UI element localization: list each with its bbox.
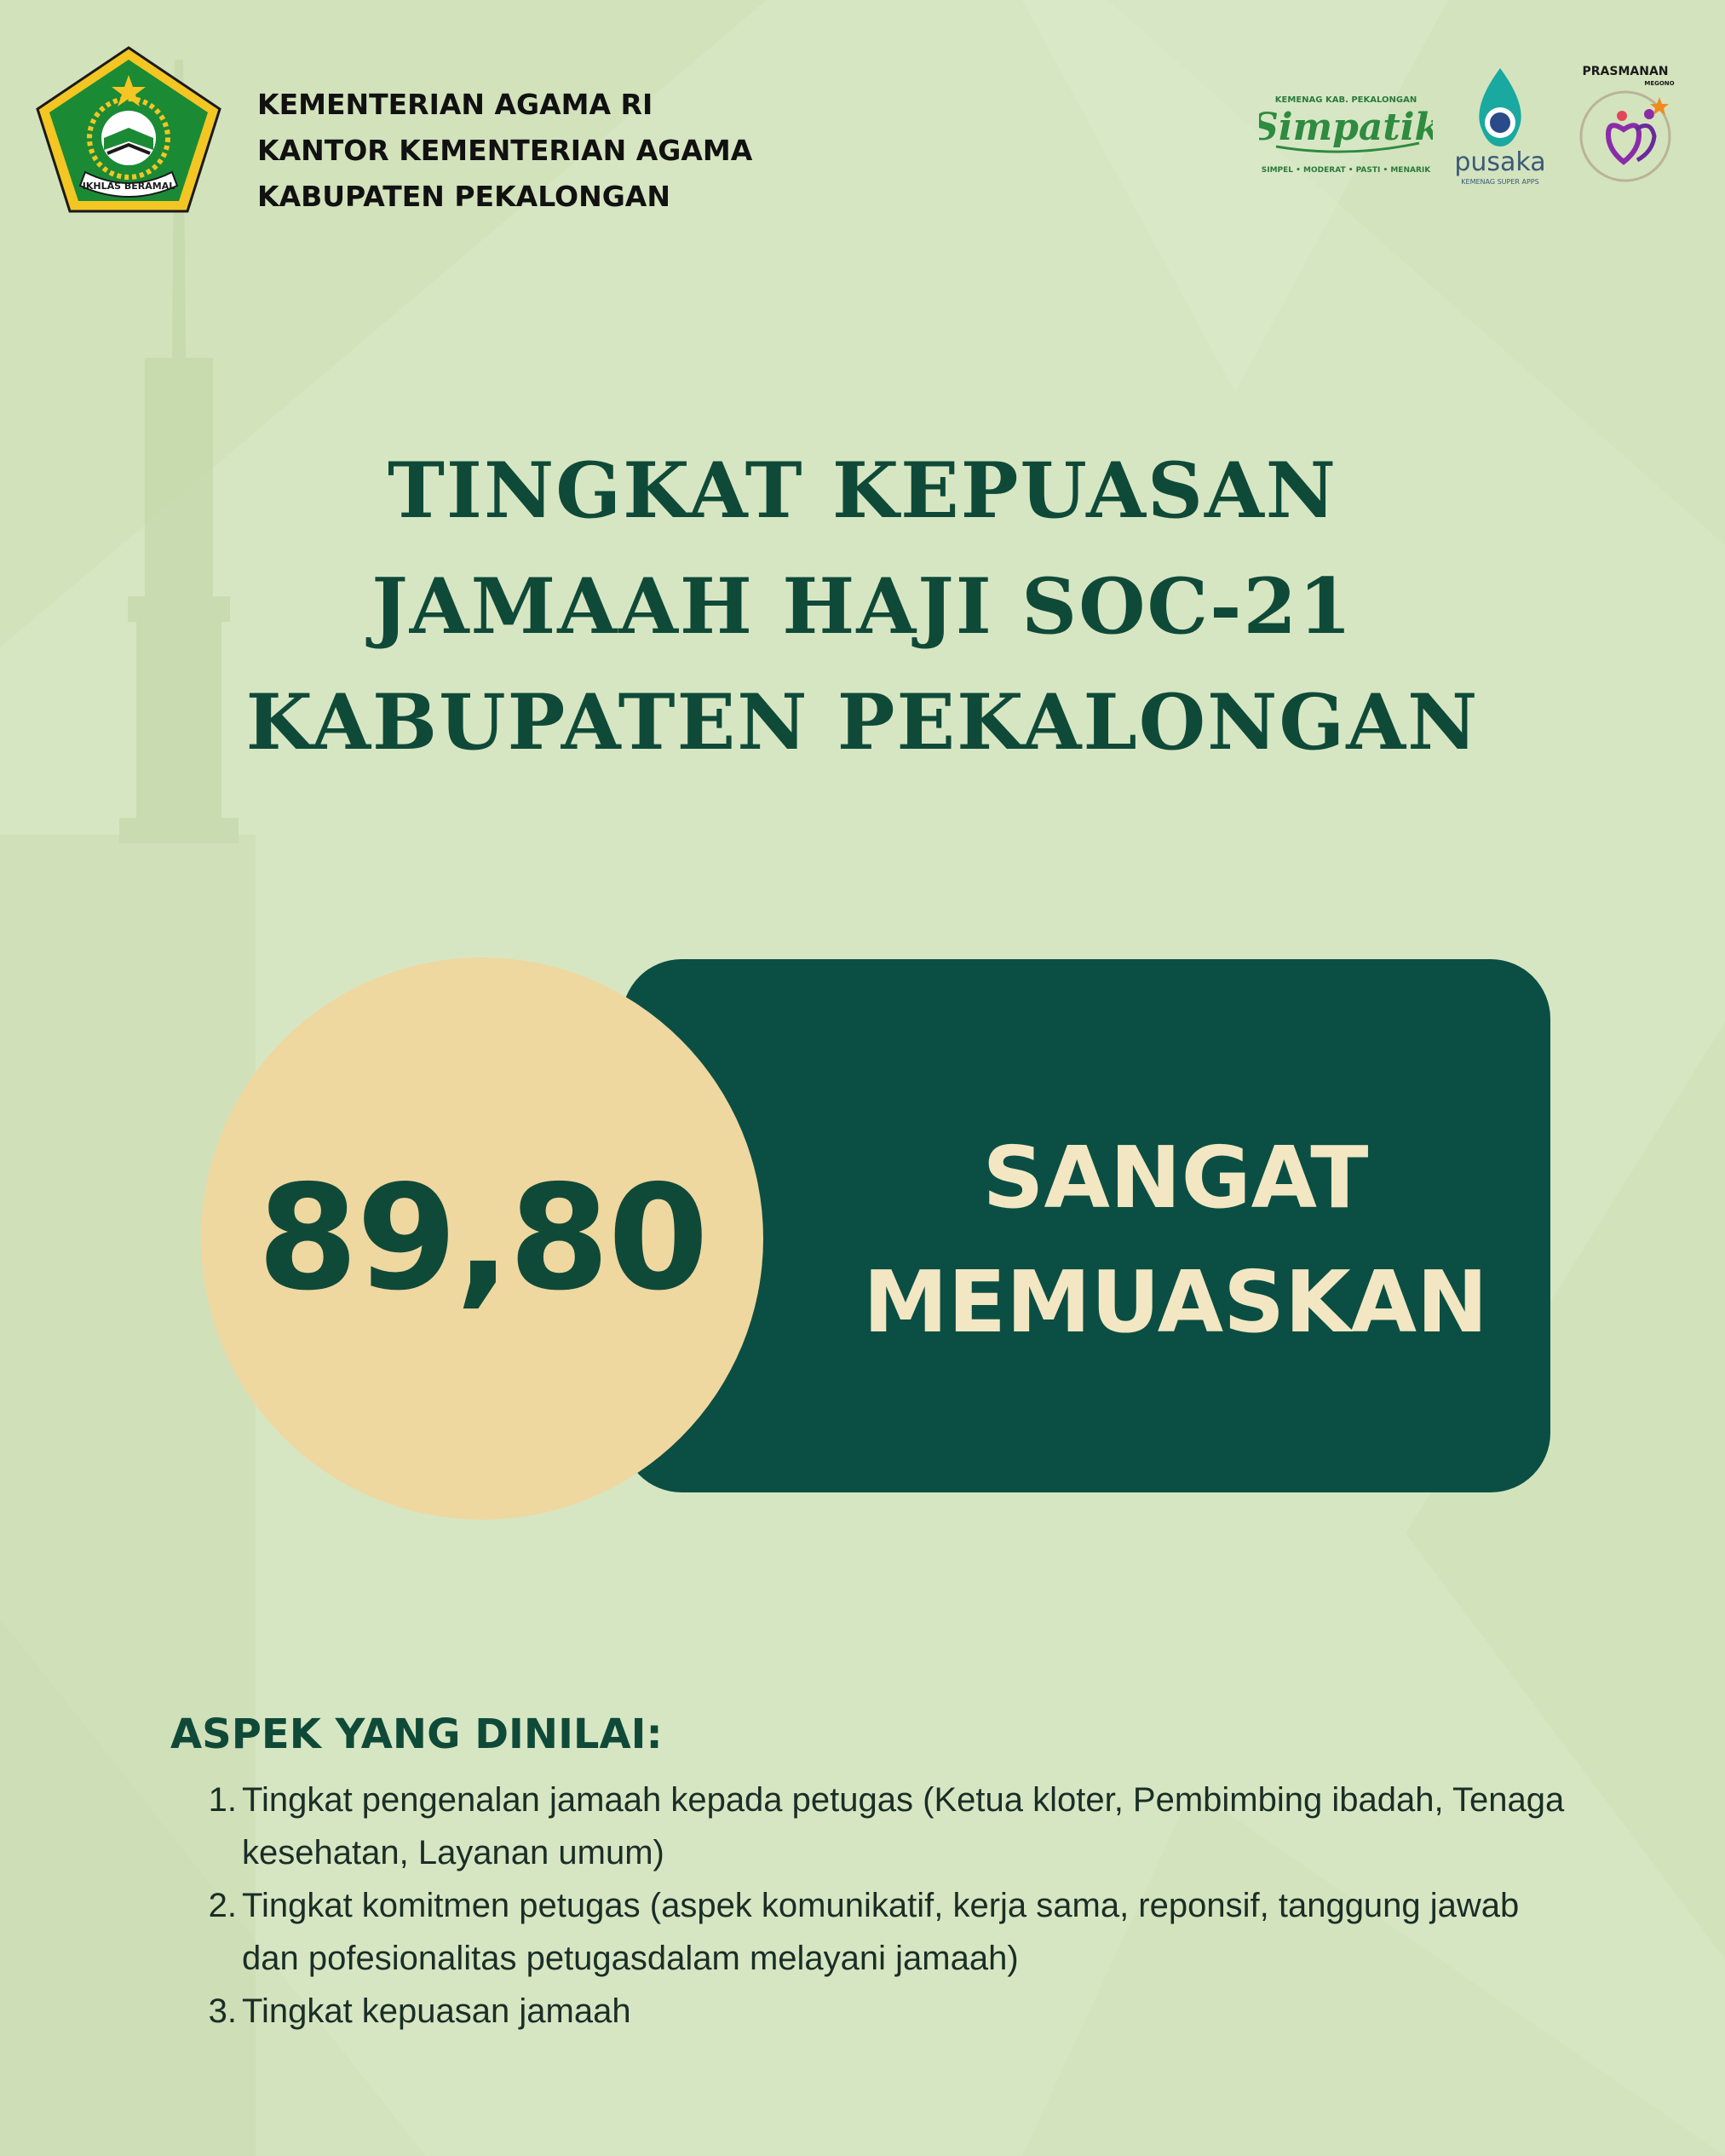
list-item-text: Tingkat komitmen petugas (aspek komunikatif, kerja sama, reponsif, tanggung jawab dan pofesionalitas petugasdalam melayani jamaah) [242,1887,1520,1977]
list-item [193,1985,1573,2038]
title-line-2: JAMAAH HAJI SOC-21 [371,561,1354,652]
title-line-3: KABUPATEN PEKALONGAN [245,677,1480,768]
kemenag-ribbon-text: IKHLAS BERAMAL [82,181,175,192]
simpatik-name: Simpatik [1259,106,1433,149]
kemenag-emblem-icon [34,44,223,215]
aspek-heading: ASPEK YANG DINILAI: [170,1710,663,1758]
pusaka-name: pusaka [1454,147,1546,177]
list-item-text: Tingkat kepuasan jamaah [242,1992,631,2030]
rating-line-1: SANGAT [982,1128,1369,1227]
header-line-ministry: KEMENTERIAN AGAMA RI [257,88,653,121]
simpatik-logo [1259,89,1433,182]
page-title [0,433,1725,780]
prasmanan-name: PRASMANAN [1582,65,1669,78]
pusaka-tagline: KEMENAG SUPER APPS [1461,178,1539,186]
list-item-number: 2. [208,1887,237,1924]
title-line-1: TINGKAT KEPUASAN [387,446,1338,536]
pusaka-logo [1448,65,1552,189]
simpatik-top-text: KEMENAG KAB. PEKALONGAN [1274,95,1417,105]
score-circle [201,957,763,1520]
header-line-office: KANTOR KEMENTERIAN AGAMA [257,134,753,167]
list-item-number: 1. [208,1781,237,1819]
list-item [193,1774,1573,1879]
prasmanan-sub: MEGONO [1644,80,1675,87]
prasmanan-logo [1574,61,1682,186]
rating-line-2: MEMUASKAN [863,1252,1488,1352]
pusaka-icon [1448,65,1552,189]
simpatik-tagline: SIMPEL • MODERAT • PASTI • MENARIK [1261,166,1431,175]
list-item [193,1879,1573,1985]
simpatik-icon [1259,89,1433,182]
header-line-regency: KABUPATEN PEKALONGAN [257,180,670,213]
rating-label [818,1116,1533,1365]
aspek-list [193,1774,1573,2038]
list-item-text: Tingkat pengenalan jamaah kepada petugas (Ketua kloter, Pembimbing ibadah, Tenaga kesehatan, Layanan umum) [242,1781,1565,1871]
list-item-number: 3. [208,1992,237,2030]
kemenag-logo [34,44,223,215]
score-value: 89,80 [257,1154,707,1323]
institution-header [257,82,752,220]
prasmanan-icon [1574,61,1682,186]
